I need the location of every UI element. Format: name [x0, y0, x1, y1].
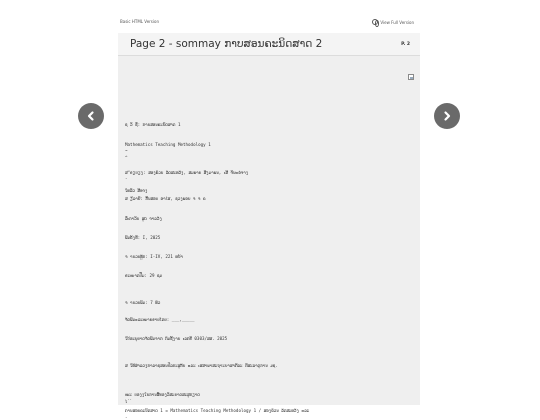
document-line: ສ ັຂຽບຽງ: ສອງຄົວນ ລັດສະຫວັງ, ສມພາຍ ສີງມາພນ, ເສີ ຈິນແອ່ຈາງ	[125, 170, 249, 175]
document-line: -	[125, 415, 128, 420]
document-line: ລືເກາວິນ ສູດ ຈາລວັງ	[125, 216, 162, 221]
globe-icon	[372, 19, 378, 25]
view-full-version-link[interactable]	[372, 19, 414, 25]
document-line: ຈ ານວນພິມ: 7 ຫົວ	[125, 300, 161, 305]
next-page-button[interactable]	[434, 103, 460, 129]
document-line: ຊ ວິ ຊື: ການສອນຄະນິດສາດ 1	[125, 122, 181, 127]
page-number-badge: P. 2	[401, 41, 410, 47]
document-line: ການສອນຄະນິດສາດ 1 = Mathematics Teaching Methodology 1 / ສອງຄົວນ ລັດສະຫວັງ ແລະ	[125, 408, 310, 413]
document-line: ໃບ້ອະນຸຍາດຈັດພີມຈາກ ກົມຊີ້ງານ ເລກທີ່ 0303/ສສ. 2025	[125, 336, 228, 341]
document-line: ຂະໜາດປື້ມ: 29 ຊມ	[125, 273, 163, 278]
document-line: Mathematics Teaching Methodology 1	[125, 142, 211, 147]
top-bar	[120, 19, 418, 29]
chevron-right-icon	[441, 110, 453, 122]
basic-html-version-label: Basic HTML Version	[120, 19, 159, 24]
document-line: ຈ ານວນຫຼັກ: I-IV, 221 ຫນ້າ	[125, 254, 183, 259]
document-line: -	[125, 176, 128, 181]
page-header	[118, 33, 420, 56]
page-title: Page 2 - sommay ກາບສອນຄະນິດສາດ 2	[130, 38, 323, 50]
document-line: ໝະ ບອງງໃນການສີ້ທອງວິສະຍາດສະສູກຽາດ	[125, 392, 200, 397]
document-line: ໃຫລີວ ສີທຈງ	[125, 188, 148, 193]
broken-image-icon	[408, 74, 414, 80]
document-line: ~	[125, 148, 128, 153]
previous-page-button[interactable]	[78, 103, 104, 129]
document-line: ສ ຽັລາຍີ: ກີັນສອນ ອາໄສ, ຊວງພອນ ຈ ຈ ຄ	[125, 196, 206, 201]
document-line: ຈັດພີມແລະໝາຍຂາຍໂດຍ: ___,_____	[125, 317, 195, 322]
page-card	[118, 33, 420, 420]
document-line: ພີມຄັ້ງທີ່: I, 2025	[125, 235, 161, 240]
document-line: ໄ´`	[125, 399, 133, 404]
document-line: ສ ໃຫ້ສຳລວງກາລາຊສອນປີລກະສູກັນ ແລະ ເສສາພາສະຖາະບາສາກີລະ ຕ໊ສະລາຸດການ ມຊ.	[125, 363, 278, 368]
view-full-version-label: View Full Version	[380, 19, 414, 25]
chevron-left-icon	[85, 110, 97, 122]
document-line: ^	[125, 155, 128, 160]
